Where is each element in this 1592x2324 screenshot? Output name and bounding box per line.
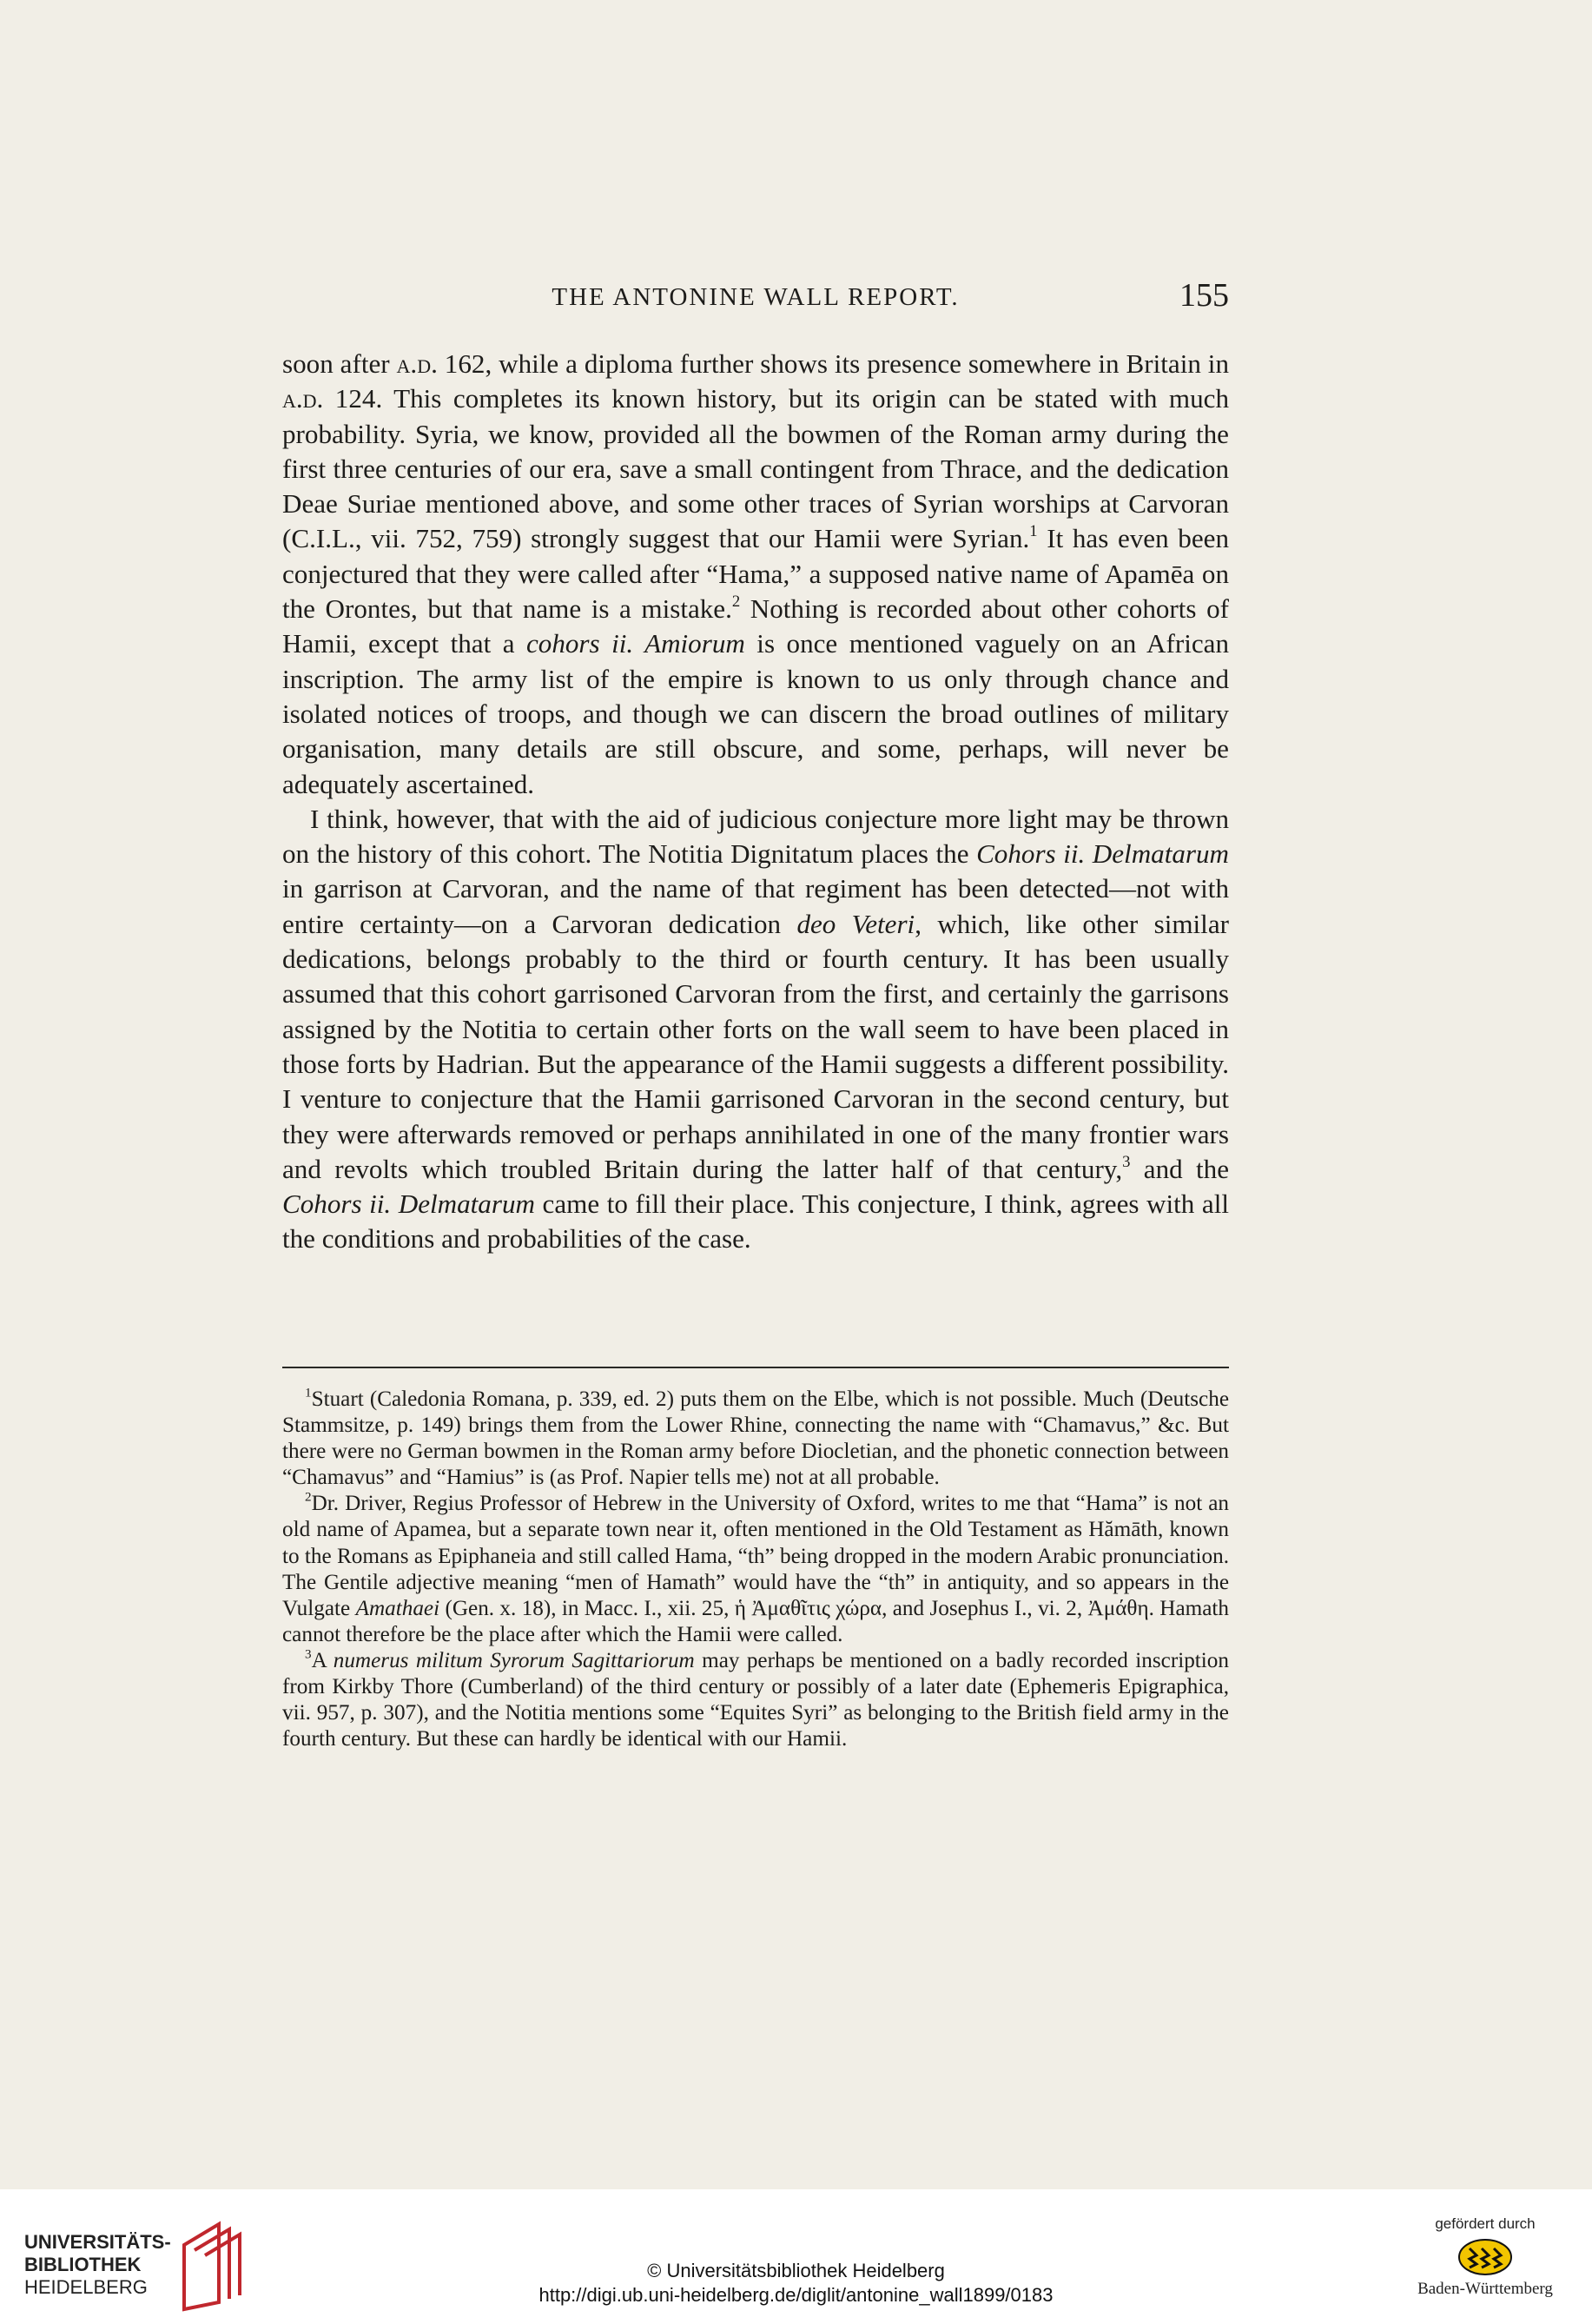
text-run: Nothing is recorded about other cohorts of Hamii, except that a — [282, 593, 1229, 659]
italic-term: Cohors ii. Delmatarum — [282, 1188, 535, 1220]
footnote-text: A — [311, 1648, 334, 1672]
italic-term: Amathaei — [355, 1596, 440, 1620]
footer-credits — [0, 2259, 1592, 2307]
footnote-ref-3: 3 — [1122, 1152, 1131, 1171]
page-number: 155 — [1179, 277, 1229, 314]
text-run: is once mentioned vaguely on an African inscription. The army list of the empire is known to us only through chance and isolated notices of troops, and though we can discern the broad outlines of military organisation, many details are still obscure, and some, perhaps, will never be adequately ascertained. — [282, 628, 1229, 799]
footnote-text: (Gen. x. 18), in Macc. I., xii. 25, ἡ Ἀμαθῖτις χώρα, and Josephus I., vi. 2, Ἀμάθη. Hamath cannot therefore be the place after which the Hamii were called. — [282, 1596, 1230, 1646]
running-title: THE ANTONINE WALL REPORT. — [552, 283, 960, 311]
italic-term: deo Veteri — [796, 908, 915, 939]
text-run: in garrison at Carvoran, and the name of that regiment has been detected—not with entire certainty—on a Carvoran dedication — [282, 873, 1229, 939]
text-run: soon after — [282, 348, 397, 379]
text-run: and the — [1130, 1153, 1229, 1184]
italic-term: cohors ii. Amiorum — [525, 628, 745, 659]
italic-term: Cohors ii. Delmatarum — [976, 838, 1229, 870]
footnote-divider — [282, 1367, 1229, 1368]
text-run: came to fill their place. This conjecture, I think, agrees with all the conditions and probabilities of the case. — [282, 1188, 1229, 1255]
text-run: It has even been conjectured that they were called after “Hama,” a supposed native name of Apamēa on the Orontes, but that name is a mistake. — [282, 523, 1229, 625]
permalink-url[interactable]: http://digi.ub.uni-heidelberg.de/diglit/antonine_wall1899/0183 — [538, 2284, 1054, 2306]
library-line-3: HEIDELBERG — [24, 2276, 148, 2298]
footnote-3 — [282, 1648, 1229, 1752]
footnote-1 — [282, 1387, 1229, 1491]
era-abbrev: a.d. — [282, 383, 324, 414]
library-line-2: BIBLIOTHEK — [24, 2254, 142, 2275]
footnote-2 — [282, 1491, 1229, 1648]
footnote-text: may perhaps be mentioned on a badly recorded inscription from Kirkby Thore (Cumberland) of the third century or possibly of a later date (Ephemeris Epigraphica, vii. 957, p. 307), and the Notitia mentions some “Equites Syri” as belonging to the British field army in the fourth century. But these can hardly be identical with our Hamii. — [282, 1648, 1229, 1751]
paragraph-1 — [282, 347, 1229, 802]
text-run: , which, like other similar dedications, belongs probably to the third or fourth century. It has been usually assumed that this cohort garrisoned Carvoran from the first, and certainly the garrisons assigned by the Notitia to certain other forts on the wall seem to have been placed in those forts by Hadrian. But the appearance of the Hamii suggests a different possibility. I venture to conjecture that the Hamii garrisoned Carvoran in the second century, but they were afterwards removed or perhaps annihilated in one of the many frontier wars and revolts which troubled Britain during the latter half of that century, — [282, 908, 1229, 1184]
italic-term: numerus militum Syrorum Sagittariorum — [333, 1648, 695, 1672]
footnote-number: 1 — [305, 1386, 312, 1400]
sponsor-label: gefördert durch — [1435, 2215, 1536, 2232]
footnote-text: Stuart (Caledonia Romana, p. 339, ed. 2) puts them on the Elbe, which is not possible. Much (Deutsche Stammsitze, p. 149) brings them from the Lower Rhine, connecting the name with “Chamavus,” &c. But there were no German bowmen in the Roman army before Diocletian, and the phonetic connection between “Chamavus” and “Hamius” is (as Prof. Napier tells me) not at all probable. — [282, 1387, 1229, 1490]
text-run: 162, while a diploma further shows its presence somewhere in Britain in — [437, 348, 1229, 379]
copyright-text: © Universitätsbibliothek Heidelberg — [647, 2260, 945, 2281]
baden-wuerttemberg-crest-icon — [1457, 2238, 1513, 2276]
footnote-ref-2: 2 — [731, 593, 741, 612]
footnote-ref-1: 1 — [1029, 522, 1038, 541]
footnote-number: 3 — [305, 1647, 312, 1662]
era-abbrev: a.d. — [396, 348, 438, 379]
sponsor-block — [1403, 2215, 1568, 2299]
text-run: I think, however, that with the aid of judicious conjecture more light may be thrown on the history of this cohort. The Notitia Dignitatum places the — [282, 803, 1229, 870]
footnote-number: 2 — [305, 1490, 312, 1505]
library-line-1: UNIVERSITÄTS- — [24, 2231, 171, 2253]
footnotes — [282, 1387, 1229, 1752]
text-run: 124. This completes its known history, but its origin can be stated with much probability. Syria, we know, provided all the bowmen of the Roman army during the first three centuries of our era, save a small contingent from Thrace, and the dedication Deae Suriae mentioned above, and some other traces of Syrian worships at Carvoran (C.I.L., vii. 752, 759) strongly suggest that our Hamii were Syrian. — [282, 383, 1229, 554]
body-text — [282, 347, 1229, 1257]
page-header — [282, 276, 1229, 328]
footnote-text: Dr. Driver, Regius Professor of Hebrew in the University of Oxford, writes to me that “Hama” is not an old name of Apamea, but a separate town near it, often mentioned in the Old Testament as Hămāth, known to the Romans as Epiphaneia and still called Hama, “th” being dropped in the modern Arabic pronunciation. The Gentile adjective meaning “men of Hamath” would have the “th” in antiquity, and so appears in the Vulgate — [282, 1492, 1229, 1620]
paragraph-2 — [282, 802, 1229, 1257]
sponsor-state: Baden-Württemberg — [1417, 2280, 1553, 2298]
digitization-footer — [0, 2189, 1592, 2324]
